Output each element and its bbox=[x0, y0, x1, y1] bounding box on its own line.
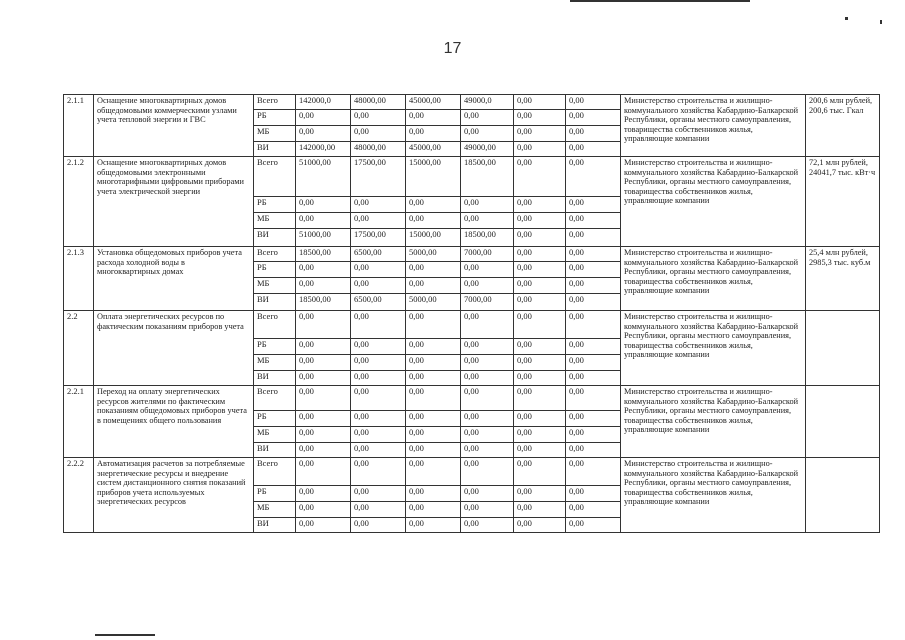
amount-cell: 45000,00 bbox=[406, 142, 461, 157]
item-name: Переход на оплату энергетических ресурсов жителями по фактическим показаниям общедомовых приборов учета в помещениях общего пользования bbox=[94, 386, 254, 458]
funding-source: МБ bbox=[254, 355, 296, 371]
amount-cell: 7000,00 bbox=[461, 294, 514, 311]
program-table bbox=[63, 94, 880, 533]
amount-cell: 0,00 bbox=[566, 142, 621, 157]
amount-cell: 18500,00 bbox=[461, 157, 514, 197]
amount-cell: 0,00 bbox=[351, 278, 406, 294]
responsible-executors: Министерство строительства и жилищно-коммунального хозяйства Кабардино-Балкарской Республики, органы местного самоуправления, товарищества собственников жилья, управляющие компании bbox=[621, 247, 806, 311]
amount-cell: 0,00 bbox=[566, 339, 621, 355]
amount-cell: 0,00 bbox=[514, 311, 566, 339]
item-name: Оснащение многоквартирных домов общедомовыми электронными многотарифными цифровыми приборами учета электрической энергии bbox=[94, 157, 254, 247]
funding-source: РБ bbox=[254, 339, 296, 355]
table-row bbox=[64, 157, 880, 197]
amount-cell: 0,00 bbox=[351, 427, 406, 443]
amount-cell: 0,00 bbox=[514, 518, 566, 533]
expected-result bbox=[806, 458, 880, 533]
amount-cell: 0,00 bbox=[406, 371, 461, 386]
funding-source: РБ bbox=[254, 197, 296, 213]
funding-source: МБ bbox=[254, 278, 296, 294]
amount-cell: 15000,00 bbox=[406, 229, 461, 247]
amount-cell: 0,00 bbox=[296, 386, 351, 411]
amount-cell: 0,00 bbox=[296, 339, 351, 355]
amount-cell: 0,00 bbox=[566, 443, 621, 458]
amount-cell: 17500,00 bbox=[351, 229, 406, 247]
amount-cell: 0,00 bbox=[461, 518, 514, 533]
funding-source: Всего bbox=[254, 157, 296, 197]
amount-cell: 0,00 bbox=[351, 458, 406, 486]
amount-cell: 7000,00 bbox=[461, 247, 514, 262]
responsible-executors: Министерство строительства и жилищно-коммунального хозяйства Кабардино-Балкарской Республики, органы местного самоуправления, товарищества собственников жилья, управляющие компании bbox=[621, 311, 806, 386]
amount-cell: 0,00 bbox=[566, 229, 621, 247]
table-row bbox=[64, 458, 880, 486]
amount-cell: 0,00 bbox=[296, 427, 351, 443]
table-row bbox=[64, 95, 880, 110]
amount-cell: 0,00 bbox=[514, 95, 566, 110]
amount-cell: 0,00 bbox=[566, 95, 621, 110]
amount-cell: 0,00 bbox=[406, 427, 461, 443]
funding-source: МБ bbox=[254, 502, 296, 518]
amount-cell: 18500,00 bbox=[461, 229, 514, 247]
amount-cell: 0,00 bbox=[514, 262, 566, 278]
funding-source: РБ bbox=[254, 486, 296, 502]
funding-source: РБ bbox=[254, 262, 296, 278]
item-name: Автоматизация расчетов за потребляемые энергетические ресурсы и внедрение систем дистанционного снятия показаний приборов учета используемых энергетических ресурсов bbox=[94, 458, 254, 533]
amount-cell: 48000,00 bbox=[351, 142, 406, 157]
item-code: 2.1.2 bbox=[64, 157, 94, 247]
amount-cell: 0,00 bbox=[296, 502, 351, 518]
amount-cell: 0,00 bbox=[351, 126, 406, 142]
responsible-executors: Министерство строительства и жилищно-коммунального хозяйства Кабардино-Балкарской Республики, органы местного самоуправления, товарищества собственников жилья, управляющие компании bbox=[621, 157, 806, 247]
amount-cell: 51000,00 bbox=[296, 157, 351, 197]
amount-cell: 0,00 bbox=[514, 443, 566, 458]
amount-cell: 0,00 bbox=[406, 197, 461, 213]
amount-cell: 0,00 bbox=[461, 502, 514, 518]
amount-cell: 0,00 bbox=[566, 371, 621, 386]
amount-cell: 0,00 bbox=[514, 355, 566, 371]
amount-cell: 0,00 bbox=[351, 386, 406, 411]
amount-cell: 0,00 bbox=[461, 386, 514, 411]
amount-cell: 0,00 bbox=[461, 339, 514, 355]
amount-cell: 0,00 bbox=[514, 502, 566, 518]
amount-cell: 5000,00 bbox=[406, 247, 461, 262]
funding-source: ВИ bbox=[254, 443, 296, 458]
item-name: Оплата энергетических ресурсов по фактическим показаниям приборов учета bbox=[94, 311, 254, 386]
amount-cell: 0,00 bbox=[296, 197, 351, 213]
funding-source: Всего bbox=[254, 247, 296, 262]
responsible-executors: Министерство строительства и жилищно-коммунального хозяйства Кабардино-Балкарской Республики, органы местного самоуправления, товарищества собственников жилья, управляющие компании bbox=[621, 386, 806, 458]
amount-cell: 0,00 bbox=[406, 518, 461, 533]
amount-cell: 0,00 bbox=[406, 262, 461, 278]
amount-cell: 0,00 bbox=[296, 518, 351, 533]
amount-cell: 0,00 bbox=[461, 262, 514, 278]
amount-cell: 0,00 bbox=[406, 443, 461, 458]
amount-cell: 0,00 bbox=[566, 213, 621, 229]
amount-cell: 0,00 bbox=[296, 458, 351, 486]
amount-cell: 18500,00 bbox=[296, 294, 351, 311]
amount-cell: 0,00 bbox=[351, 355, 406, 371]
amount-cell: 49000,0 bbox=[461, 95, 514, 110]
amount-cell: 0,00 bbox=[296, 126, 351, 142]
amount-cell: 0,00 bbox=[351, 197, 406, 213]
amount-cell: 0,00 bbox=[406, 486, 461, 502]
amount-cell: 0,00 bbox=[296, 311, 351, 339]
amount-cell: 0,00 bbox=[566, 518, 621, 533]
amount-cell: 0,00 bbox=[406, 411, 461, 427]
funding-source: Всего bbox=[254, 95, 296, 110]
amount-cell: 0,00 bbox=[296, 213, 351, 229]
amount-cell: 0,00 bbox=[351, 339, 406, 355]
amount-cell: 51000,00 bbox=[296, 229, 351, 247]
amount-cell: 0,00 bbox=[514, 126, 566, 142]
scan-mark-top bbox=[570, 0, 750, 2]
amount-cell: 6500,00 bbox=[351, 294, 406, 311]
item-code: 2.1.3 bbox=[64, 247, 94, 311]
amount-cell: 0,00 bbox=[296, 443, 351, 458]
amount-cell: 0,00 bbox=[514, 294, 566, 311]
amount-cell: 0,00 bbox=[406, 355, 461, 371]
amount-cell: 0,00 bbox=[514, 197, 566, 213]
amount-cell: 0,00 bbox=[566, 157, 621, 197]
amount-cell: 0,00 bbox=[351, 443, 406, 458]
amount-cell: 0,00 bbox=[351, 411, 406, 427]
amount-cell: 0,00 bbox=[406, 339, 461, 355]
amount-cell: 0,00 bbox=[461, 371, 514, 386]
amount-cell: 0,00 bbox=[296, 411, 351, 427]
amount-cell: 0,00 bbox=[461, 278, 514, 294]
expected-result: 200,6 млн рублей, 200,6 тыс. Гкал bbox=[806, 95, 880, 157]
amount-cell: 0,00 bbox=[566, 294, 621, 311]
responsible-executors: Министерство строительства и жилищно-коммунального хозяйства Кабардино-Балкарской Республики, органы местного самоуправления, товарищества собственников жилья, управляющие компании bbox=[621, 458, 806, 533]
amount-cell: 18500,00 bbox=[296, 247, 351, 262]
amount-cell: 0,00 bbox=[296, 110, 351, 126]
amount-cell: 0,00 bbox=[566, 262, 621, 278]
amount-cell: 142000,00 bbox=[296, 142, 351, 157]
amount-cell: 0,00 bbox=[296, 486, 351, 502]
amount-cell: 0,00 bbox=[566, 411, 621, 427]
item-name: Установка общедомовых приборов учета расхода холодной воды в многоквартирных домах bbox=[94, 247, 254, 311]
amount-cell: 0,00 bbox=[514, 229, 566, 247]
amount-cell: 0,00 bbox=[461, 443, 514, 458]
amount-cell: 0,00 bbox=[514, 339, 566, 355]
amount-cell: 0,00 bbox=[461, 311, 514, 339]
amount-cell: 45000,00 bbox=[406, 95, 461, 110]
amount-cell: 0,00 bbox=[351, 262, 406, 278]
item-name: Оснащение многоквартирных домов общедомовыми коммерческими узлами учета тепловой энергии и ГВС bbox=[94, 95, 254, 157]
amount-cell: 142000,0 bbox=[296, 95, 351, 110]
amount-cell: 0,00 bbox=[461, 411, 514, 427]
amount-cell: 0,00 bbox=[514, 458, 566, 486]
funding-source: ВИ bbox=[254, 371, 296, 386]
funding-source: РБ bbox=[254, 411, 296, 427]
amount-cell: 0,00 bbox=[351, 311, 406, 339]
amount-cell: 0,00 bbox=[461, 213, 514, 229]
amount-cell: 0,00 bbox=[351, 213, 406, 229]
funding-source: Всего bbox=[254, 386, 296, 411]
amount-cell: 0,00 bbox=[461, 197, 514, 213]
funding-source: ВИ bbox=[254, 518, 296, 533]
amount-cell: 0,00 bbox=[351, 518, 406, 533]
amount-cell: 0,00 bbox=[514, 213, 566, 229]
expected-result: 25,4 млн рублей, 2985,3 тыс. куб.м bbox=[806, 247, 880, 311]
amount-cell: 48000,00 bbox=[351, 95, 406, 110]
expected-result bbox=[806, 311, 880, 386]
amount-cell: 0,00 bbox=[514, 142, 566, 157]
funding-source: МБ bbox=[254, 427, 296, 443]
scan-dot-left bbox=[845, 17, 848, 20]
amount-cell: 0,00 bbox=[406, 110, 461, 126]
amount-cell: 0,00 bbox=[566, 197, 621, 213]
amount-cell: 0,00 bbox=[514, 411, 566, 427]
amount-cell: 0,00 bbox=[461, 458, 514, 486]
scan-dot-right bbox=[880, 20, 882, 24]
amount-cell: 0,00 bbox=[406, 502, 461, 518]
amount-cell: 15000,00 bbox=[406, 157, 461, 197]
item-code: 2.2.2 bbox=[64, 458, 94, 533]
funding-source: ВИ bbox=[254, 142, 296, 157]
amount-cell: 0,00 bbox=[461, 486, 514, 502]
expected-result bbox=[806, 386, 880, 458]
amount-cell: 0,00 bbox=[566, 355, 621, 371]
funding-source: Всего bbox=[254, 458, 296, 486]
amount-cell: 0,00 bbox=[566, 427, 621, 443]
amount-cell: 0,00 bbox=[406, 311, 461, 339]
amount-cell: 0,00 bbox=[406, 278, 461, 294]
amount-cell: 49000,00 bbox=[461, 142, 514, 157]
scan-mark-bottom bbox=[95, 634, 155, 636]
amount-cell: 0,00 bbox=[566, 126, 621, 142]
amount-cell: 0,00 bbox=[461, 126, 514, 142]
table-row bbox=[64, 247, 880, 262]
table-row bbox=[64, 386, 880, 411]
amount-cell: 0,00 bbox=[514, 386, 566, 411]
amount-cell: 0,00 bbox=[514, 371, 566, 386]
amount-cell: 0,00 bbox=[406, 126, 461, 142]
page-number: 17 bbox=[443, 40, 462, 57]
amount-cell: 0,00 bbox=[461, 427, 514, 443]
amount-cell: 0,00 bbox=[461, 355, 514, 371]
amount-cell: 6500,00 bbox=[351, 247, 406, 262]
amount-cell: 0,00 bbox=[566, 458, 621, 486]
amount-cell: 0,00 bbox=[566, 311, 621, 339]
amount-cell: 0,00 bbox=[514, 157, 566, 197]
amount-cell: 0,00 bbox=[296, 278, 351, 294]
funding-source: ВИ bbox=[254, 229, 296, 247]
amount-cell: 0,00 bbox=[566, 278, 621, 294]
amount-cell: 0,00 bbox=[351, 110, 406, 126]
amount-cell: 0,00 bbox=[514, 486, 566, 502]
amount-cell: 0,00 bbox=[566, 110, 621, 126]
amount-cell: 0,00 bbox=[514, 247, 566, 262]
amount-cell: 0,00 bbox=[296, 262, 351, 278]
amount-cell: 0,00 bbox=[566, 502, 621, 518]
funding-source: МБ bbox=[254, 213, 296, 229]
amount-cell: 0,00 bbox=[406, 458, 461, 486]
table-body bbox=[64, 95, 880, 533]
amount-cell: 0,00 bbox=[406, 386, 461, 411]
amount-cell: 0,00 bbox=[566, 486, 621, 502]
amount-cell: 0,00 bbox=[406, 213, 461, 229]
funding-source: МБ bbox=[254, 126, 296, 142]
amount-cell: 5000,00 bbox=[406, 294, 461, 311]
table-row bbox=[64, 311, 880, 339]
amount-cell: 17500,00 bbox=[351, 157, 406, 197]
item-code: 2.1.1 bbox=[64, 95, 94, 157]
amount-cell: 0,00 bbox=[514, 427, 566, 443]
amount-cell: 0,00 bbox=[514, 278, 566, 294]
amount-cell: 0,00 bbox=[514, 110, 566, 126]
funding-source: ВИ bbox=[254, 294, 296, 311]
item-code: 2.2.1 bbox=[64, 386, 94, 458]
responsible-executors: Министерство строительства и жилищно-коммунального хозяйства Кабардино-Балкарской Республики, органы местного самоуправления, товарищества собственников жилья, управляющие компании bbox=[621, 95, 806, 157]
item-code: 2.2 bbox=[64, 311, 94, 386]
amount-cell: 0,00 bbox=[566, 247, 621, 262]
expected-result: 72,1 млн рублей, 24041,7 тыс. кВт·ч bbox=[806, 157, 880, 247]
funding-source: РБ bbox=[254, 110, 296, 126]
amount-cell: 0,00 bbox=[351, 371, 406, 386]
amount-cell: 0,00 bbox=[566, 386, 621, 411]
amount-cell: 0,00 bbox=[351, 502, 406, 518]
funding-source: Всего bbox=[254, 311, 296, 339]
amount-cell: 0,00 bbox=[461, 110, 514, 126]
amount-cell: 0,00 bbox=[351, 486, 406, 502]
amount-cell: 0,00 bbox=[296, 355, 351, 371]
amount-cell: 0,00 bbox=[296, 371, 351, 386]
